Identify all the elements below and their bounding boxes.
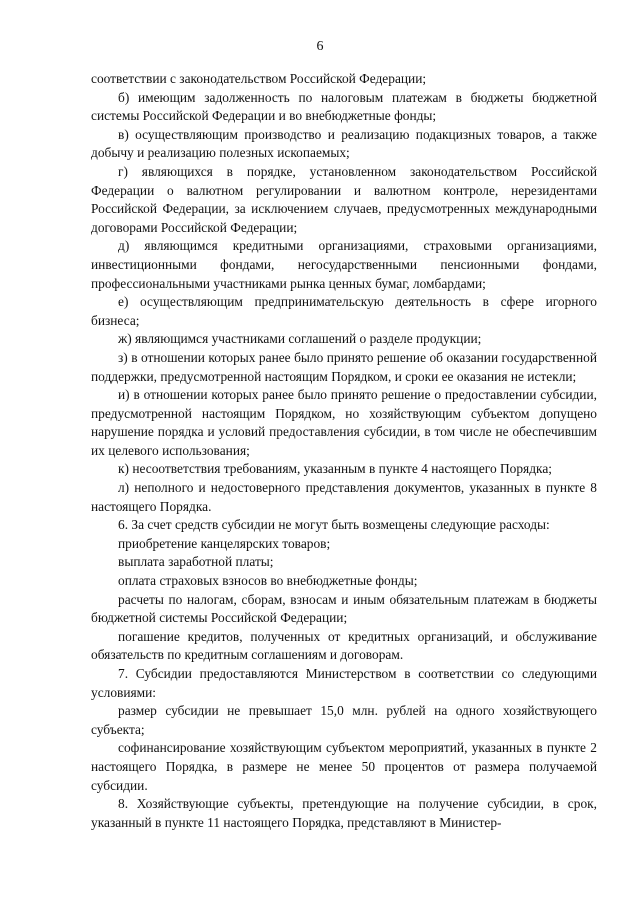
paragraph-item-g: г) являющихся в порядке, установленном законодательством Российской Федерации о валютном регулировании и валютном контроле, нерезидентами Российской Федерации, за исключением случаев, предусмотренных международными договорами Российской Федерации; — [91, 163, 597, 235]
paragraph-section-6: 6. За счет средств субсидии не могут быть возмещены следующие расходы: — [118, 517, 550, 533]
paragraph-expense-1: приобретение канцелярских товаров; — [118, 535, 331, 551]
paragraph-item-i: и) в отношении которых ранее было принято решение о предоставлении субсидии, предусмотренной настоящим Порядком, но хозяйствующим субъектом допущено нарушение порядка и условий предоставления субсидии, в том числе не обеспечившим их целевого использования; — [91, 387, 597, 458]
paragraph-item-e: е) осуществляющим предпринимательскую деятельность в сфере игорного бизнеса; — [91, 294, 597, 328]
paragraph-expense-2: выплата заработной платы; — [118, 554, 274, 570]
paragraph-condition-1: размер субсидии не превышает 15,0 млн. рублей на одного хозяйствующего субъекта; — [91, 703, 597, 737]
paragraph-condition-2: софинансирование хозяйствующим субъектом мероприятий, указанных в пункте 2 настоящего Порядка, в размере не менее 50 процентов от размера получаемой субсидии. — [91, 740, 597, 793]
paragraph-continuation: соответствии с законодательством Российской Федерации; — [91, 71, 427, 86]
page-number: 6 — [316, 39, 324, 54]
paragraph-item-l: л) неполного и недостоверного представления документов, указанных в пункте 8 настоящего Порядка. — [91, 480, 597, 514]
paragraph-expense-3: оплата страховых взносов во внебюджетные фонды; — [118, 573, 418, 589]
paragraph-expense-5: погашение кредитов, полученных от кредитных организаций, и обслуживание обязательств по кредитным соглашениям и договорам. — [91, 628, 597, 663]
paragraph-item-zh: ж) являющимся участниками соглашений о разделе продукции; — [118, 331, 482, 347]
paragraph-item-d: д) являющимся кредитными организациями, страховыми организациями, инвестиционными фондами, негосударственными пенсионными фондами, профессиональными участниками рынка ценных бумаг, ломбардами; — [91, 238, 597, 291]
paragraph-item-k: к) несоответствия требованиям, указанным в пункте 4 настоящего Порядка; — [118, 461, 552, 477]
paragraph-section-8: 8. Хозяйствующие субъекты, претендующие на получение субсидии, в срок, указанный в пункте 11 настоящего Порядка, представляют в Министер- — [91, 796, 597, 830]
paragraph-section-7: 7. Субсидии предоставляются Министерством в соответствии со следующими условиями: — [91, 666, 597, 700]
paragraph-item-v: в) осуществляющим производство и реализацию подакцизных товаров, а также добычу и реализацию полезных ископаемых; — [91, 126, 597, 161]
paragraph-expense-4: расчеты по налогам, сборам, взносам и иным обязательным платежам в бюджеты бюджетной системы Российской Федерации; — [91, 591, 597, 626]
paragraph-item-b: б) имеющим задолженность по налоговым платежам в бюджеты бюджетной системы Российской Федерации и во внебюджетные фонды; — [91, 89, 597, 124]
paragraph-item-z: з) в отношении которых ранее было принято решение об оказании государственной поддержки, предусмотренной настоящим Порядком, и сроки ее оказания не истекли; — [91, 349, 597, 384]
document-body — [91, 70, 597, 832]
